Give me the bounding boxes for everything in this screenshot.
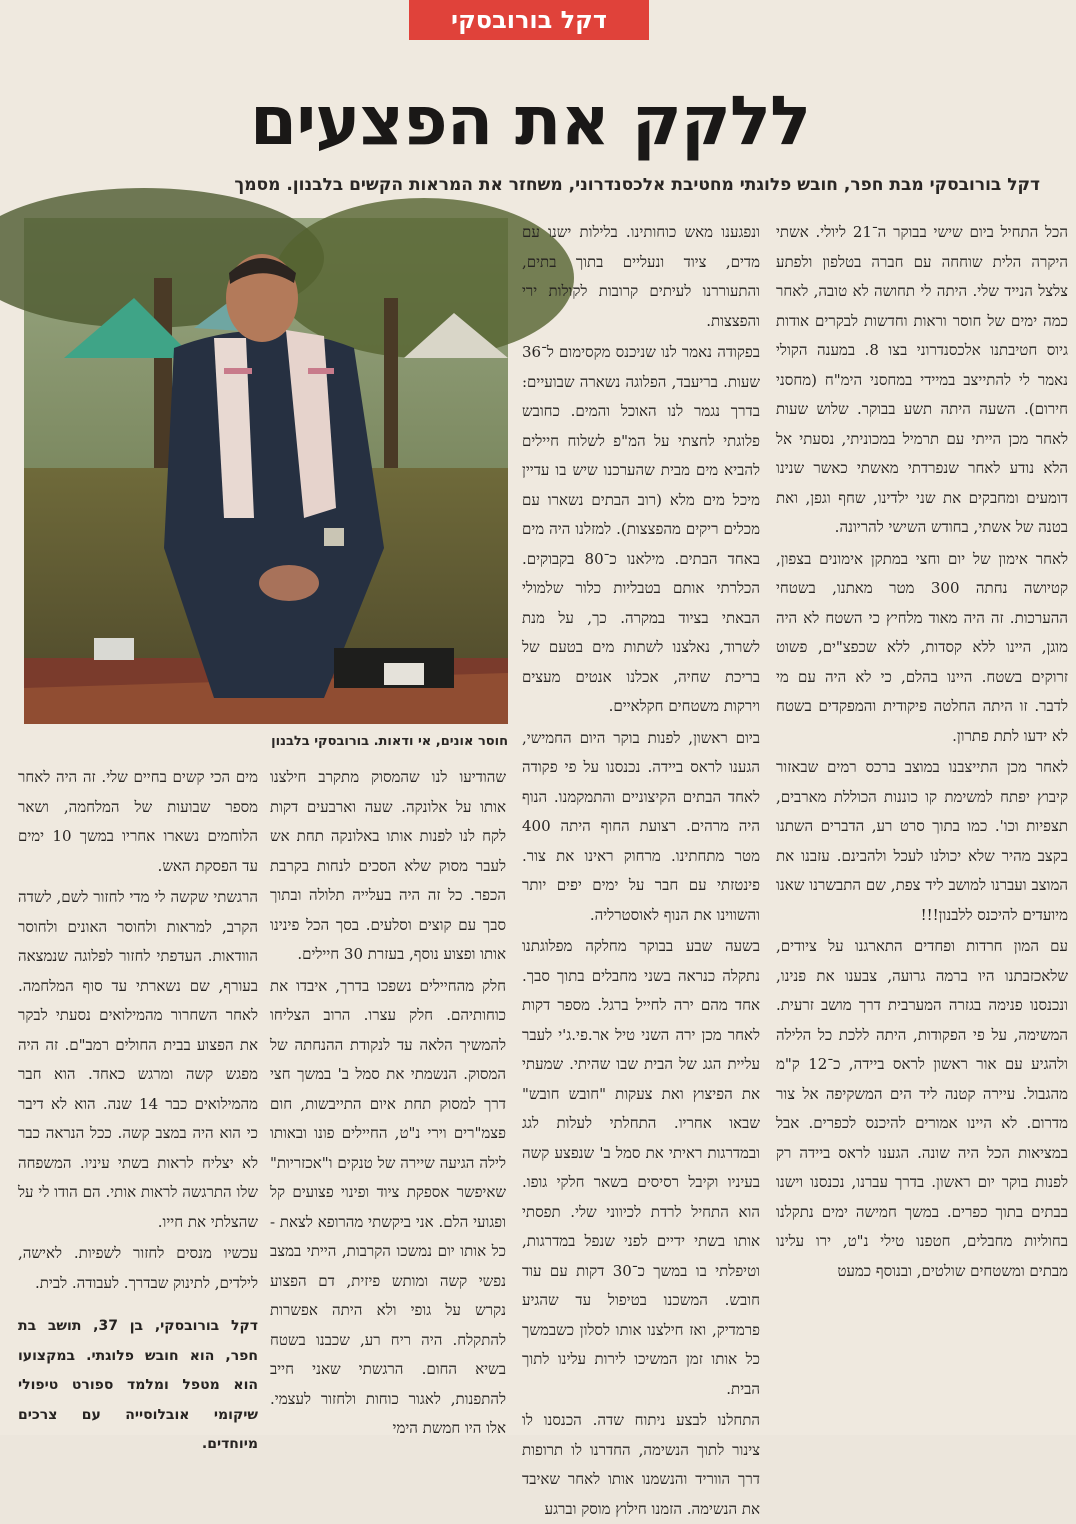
- paragraph: ונפגענו מאש כוחותינו. בלילות ישנו עם מדים, ציוד ונעליים בתוך בתים, והתעוררנו לעיתים קרובות לקולות ירי והפצצות.: [522, 223, 760, 330]
- author-bio: דקל בורובסקי, בן 37, תושב בת חפר, הוא חובש פלוגתי. במקצועו הוא מטפל ומלמד ספורט טיפולי שיקומי אובלוסייה עם צרכים מיוחדים.: [18, 1318, 258, 1452]
- soldier-photo-illustration: [24, 218, 508, 724]
- paragraph: התחלנו לבצע ניתוח שדה. הכנסנו לו צינור לתוך הנשימה, החדרנו לו תרופות דרך הווריד והנשמנו אותו לאחר שאיבד את הנשימה. הזמנו חילוץ מוסק וברגע: [522, 1411, 760, 1518]
- photo-caption: חוסר אונים, אי ודאות. בורובסקי בלבנון: [271, 734, 508, 749]
- article-column-3: [270, 763, 506, 1437]
- article-column-2: [522, 218, 761, 1518]
- article-column-1: [776, 218, 1068, 1418]
- paragraph: עכשיו מנסים לחזור לשפיות. לאישה, לילדים, לתינוק שבדרך. לעבודה. לבית.: [18, 1244, 258, 1292]
- author-tag: דקל בורובסקי: [409, 0, 649, 40]
- paragraph: ביום ראשון, לפנות בוקר היום החמישי, הגענו לראס ביידה. נכנסנו על פי פקודה לאחד הבתים הקיצוניים והתמקמנו. הנוף היה מרהים. רצועת החוף היתה 400 מטר מתחתינו. מרחוק ראינו את צור. פינטזתי עם חבר על ימים יפים יותר והשווינו את הנוף לאוסטרליה.: [522, 728, 760, 924]
- paragraph: לאחר מכן התייצבנו במוצב ברכס רמים שבאזור קיבוץ יפתח למשימת קו כוננות הכוללת מארבים, תצפיות וכו'. כמו בתוך סרט רע, הדברים השתנו בקצב מהיר שלא יכולנו לעכל ולהבינם. עזבנו את המוצב ועברנו למושב ליד צפת, שם התבשרנו שאנו מיועדים להיכנס ללבנון!!!: [776, 758, 1068, 924]
- paragraph: לאחר אימון של יום וחצי במתקן אימונים בצפון, קטיושה נחתה 300 מטר מאתנו, בשטחי ההערכות. זה היה מאוד מלחיץ כי השטח לא היה מוגן, היינו ללא קסדות, ללא שכפצ"ים, פשוט זרוקים בשטח. היינו בהלם, כי לא היה עם מי לדבר. זו היתה החלטה פיקודית והמפקדים בשטח לא ידעו לתת פתרון.: [776, 549, 1068, 745]
- article-photo: [24, 218, 508, 724]
- paragraph: חלק מהחיילים נשפכו בדרך, איבדו את כוחותיהם. חלק עצרו. הרוב הצליחו להמשיך הלאה עד לנקודת ההנחתה של המסוק. הנשמתי את סמל ב' במשך חצי דרך למסוק תחת איום התייבשות, חום פצמ"רים וירי נ"ט, החיילים פונו ובאותו לילה הגיעה שיירה של טנקים ו"אכזריות" שאיפשר אספקת ציוד ופינוי פצועים קל ופגועי הלם. אני ביקשתי מהרופא לצאת - כל אותו יום נמשכו הקרבות, הייתי במצב נפשי קשה ומותש פיזית, דם הפצוע נקרש על גופי ולא היתה אפשרות להתקלח. היה ריח רע, שכבנו בשטח בשיא החום. הרגשתי שאני חייב להתפנות, לאגור כוחות ולחזור לעצמי. אלו היו חמשת הימי: [270, 976, 506, 1437]
- subheadline: דקל בורובסקי מבת חפר, חובש פלוגתי מחטיבת אלכסנדרוני, משחזר את המראות הקשים בלבנון. מסמך: [234, 175, 1040, 195]
- paragraph: בפקודה נאמר לנו שניכנס מקסימום ל־36 שעות. בריעבד, הפלוגה נשארה שבועיים: בדרך נגמר לנו האוכל והמים. כחובש פלוגתי לחצתי על המ"פ לשלוח חיילים להביא מים מבית שהערכנו שיש בו עדיין מיכל מים מלא (רוב הבתים נשארו עם מכלים ריקים מהפצצות). למזלנו היה מים באחד הבתים. מילאנו כ־80 בקבוקים. הכלרתי אותם בטבליות כלור שלמולי הבאתי בציוד במקרה. כך, על מנת לשרוד, נאלצנו לשתות מים בטעם של בריכת שחיה, אכלנו אנטים מעצים וירקות משטחים חקלאיים.: [522, 343, 760, 715]
- paragraph: שהודיעו לנו שהמסוק מתקרב חילצנו אותו על אלונקה. שעה וארבעים דקות לקח לנו לפנות אותו באלונקה תחת אש לעבר מסוק שלא הסכים לנחות בקרבת הכפר. כל זה היה בעלייה תלולה ובתוך סבך עם קוצים וסלעים. בסך הכל פינינו אותו ופצוע נוסף, בעזרת 30 חיילים.: [270, 768, 506, 963]
- paragraph: הכל התחיל ביום שישי בבוקר ה־21 ליולי. אשתי היקרה הלית שוחחה עם חברה בטלפון ולפתע צלצל הנייד שלי. היתה לי תחושה לא טובה, לאחר כמה ימים של חוסר וראות וחדשות לבקרים אודות גיוס חטיבתנו אלכסנדרוני בצו 8. במענה הקולי נאמר לי להתייצב במיידי במחסני הימ"ח (מחסני חירום). השעה היתה תשע בבוקר. שלוש שעות לאחר מכן הייתי עם תרמיל במכוניתי, נסעתי אל הלא נודע לאחר שנפרדתי מאשתי כאשר שנינו דומעים ומחבקים את שני ילדינו, שחף וגפן, ואת בטנה של אשתי, בחודש השישי להריונה.: [776, 223, 1068, 536]
- headline: ללקק את הפצעים: [249, 82, 811, 161]
- paragraph: הרגשתי שקשה לי מדי לחזור לשם, לשדה הקרב, למראות ולחוסר האונים ולחוסר הוודאות. העדפתי לחזור לפלוגה שנמצאה בעורף, שם נשארתי עד סוף המלחמה. לאחר השחרור מהמילואים נסעתי לבקר את הפצוע בבית החולים רמב"ם. זה היה מפגש קשה ומרגש כאחד. הוא חבר מהמילואים כבר 14 שנה. הוא לא דיבר כי הוא היה במצב קשה. ככל הנראה כבר לא יצליח לראות בשתי עיניו. המשפחה שלו התרגשה לראות אותי. הם הודו לי על שהצלתי את חייו.: [18, 888, 258, 1231]
- paragraph: מים הכי קשים בחיים שלי. זה היה לאחר מספר שבועות של המלחמה, ושאר הלוחמים נשארו אחריו במשך 10 ימים עד הפסקת האש.: [18, 768, 258, 875]
- paragraph: עם המון חרדות ופחדים התארגנו על ציודים, שלאכזבתנו היו ברמה גרועה, צבענו את פנינו, ונכנסנו פנימה בגזרה המערבית דרך מושב זרעית. המשימה, על פי הפקודות, היתה ללכת כל הלילה ולהגיע עם אור ראשון לראס ביידה, כ־12 ק"מ מהגבול. עיירה קטנה ליד הים המשקיפה אל צור מדרום. לא היינו אמורים להיכנס לכפרים. אבל במציאות הכל היה שונה. הגענו לראס ביידה רק לפנות בוקר יום ראשון. בדרך עברנו, נכנסנו וישנו בבתים בתוך כפרים. במשך חמישה ימים נתקלנו בחוליות מחבלים, חטפנו טילי נ"ט, ירו עלינו מבתים ומשטחים שולטים, ובנוסף כמעט: [776, 937, 1069, 1280]
- paragraph: בשעה שבע בבוקר מחלקה מפלוגתנו נתקלה כנראה בשני מחבלים בתוך סבך. אחד מהם ירה לחייל ברגל. מספר דקות לאחר מכן ירה השני טיל אר.פי.ג'י לעבר עליית הגג של הבית שבו שהיתי. שמעתי את הפיצוץ ואת צעקות "חובש חובש" שבאו אחריו. התחלתי לעלות לגג ובמדרגות ראיתי את סמל ב' שנפצע קשה בעיניו וקיבל רסיסים בשאר חלקי גופו. הוא התחיל לרדת לכיווני שלי. תפסתי אותו בשתי ידיים לפני שנפל במדרגות, וטיפלתי בו במשך כ־30 דקות עם עוד חובש. המשכנו בטיפול עד שהגיע פרמדיק, ואז חילצנו אותו לסלון כשבמשך כל אותו זמן המשיכו לירות עלינו לתוך הבית.: [522, 937, 761, 1398]
- article-column-4: [18, 763, 258, 1452]
